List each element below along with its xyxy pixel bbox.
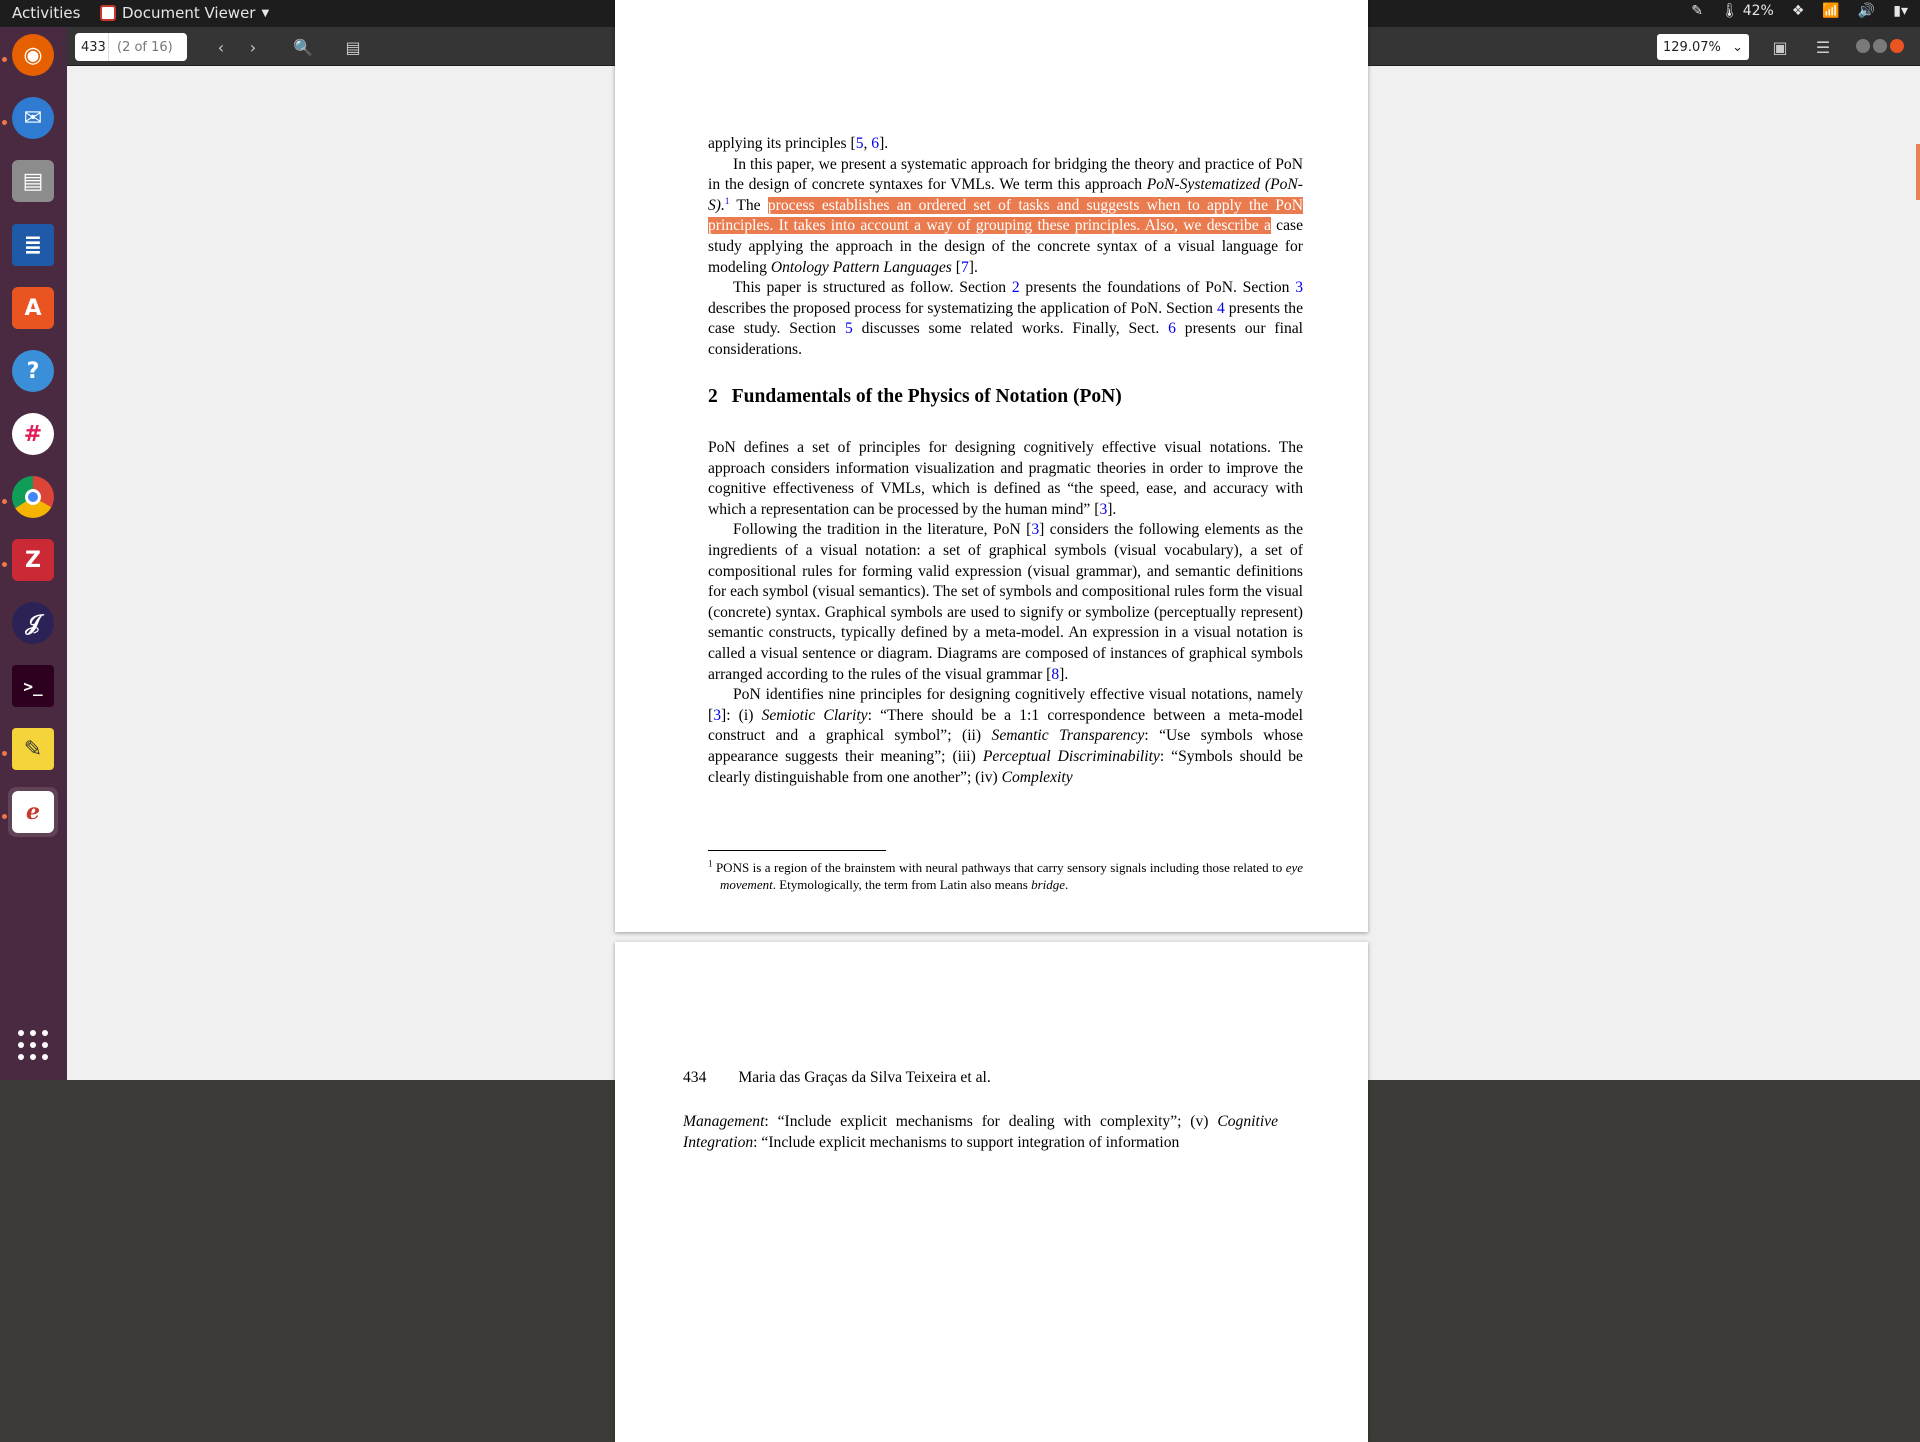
dropbox-icon[interactable]: ❖ (1791, 3, 1805, 19)
zoom-selector[interactable] (1657, 34, 1749, 60)
page-body (708, 438, 1303, 788)
document-viewer-icon: ℯ (12, 791, 54, 833)
app-menu-label: Document Viewer (122, 4, 256, 22)
zoom-level: 129.07% (1663, 39, 1721, 55)
thunderbird-icon: ✉ (12, 97, 54, 139)
activities-button[interactable]: Activities (12, 4, 81, 22)
search-icon: 🔍 (293, 37, 313, 57)
dock-software[interactable] (8, 283, 58, 333)
paragraph: Management: “Include explicit mechanisms for dealing with complexity”; (v) Cognitive Integration: “Include explicit mechanisms to support integration of information (683, 1113, 1278, 1151)
notes-icon[interactable]: ✎ (1691, 3, 1703, 19)
running-indicator (2, 57, 7, 62)
dock-text-editor[interactable] (8, 724, 58, 774)
section-link[interactable]: 5 (844, 320, 853, 338)
page-body (683, 1112, 1278, 1153)
paragraph: In this paper, we present a systematic approach for bridging the theory and practice of PoN in the design of concrete syntaxes for VMLs. We term this approach PoN-Systematized (PoN-S).$^1$ The process establishes an ordered set of tasks and suggests when to apply the PoN principles. It takes into account a way of grouping these principles. Also, we describe a case study applying the approach in the design of the concrete syntax of a visual language for modeling Ontology Pattern Languages [7]. (708, 155, 1303, 276)
paragraph: PoN defines a set of principles for designing cognitively effective visual notations. The approach considers information visualization and pragmatic theories in order to improve the cognitive effectiveness of VMLs, which is defined as “the speed, ease, and accuracy with which a representation can be processed by the human mind” [3]. (708, 439, 1303, 518)
help-icon: ? (12, 350, 54, 392)
pdf-page (615, 0, 1368, 932)
system-tray[interactable] (1691, 3, 1908, 19)
running-indicator (2, 814, 7, 819)
chevron-right-icon: › (249, 37, 257, 57)
paragraph: PoN identifies nine principles for designing cognitively effective visual notations, namely [3]: (i) Semiotic Clarity: “There should be a 1:1 correspondence between a meta-model construct and a graphical symbol”; (ii) Semantic Transparency: “Use symbols whose appearance suggests their meaning”; (iii) Perceptual Discriminability: “Symbols should be clearly distinguishable from one another”; (iv) Complexity (708, 686, 1303, 786)
section-link[interactable]: 4 (1216, 299, 1225, 317)
volume-icon[interactable]: 🔊 (1857, 3, 1876, 19)
chevron-down-icon: ⌄ (1732, 39, 1743, 55)
search-button[interactable] (289, 33, 317, 61)
dock (0, 27, 67, 1080)
hamburger-menu-icon: ☰ (1815, 37, 1831, 57)
battery-icon[interactable]: ▮▾ (1893, 3, 1908, 19)
close-button[interactable] (1890, 39, 1904, 53)
paragraph: Following the tradition in the literature, PoN [3] considers the following elements as the ingredients of a visual notation: a set of graphical symbols (visual vocabulary), a set of compositional rules for forming valid expression (visual grammar), and semantic definitions for each symbol (visual semantics). The set of symbols and compositional rules form the visual (concrete) syntax. Graphical symbols are used to signify or symbolize (perceptually represent) semantic constructs, typically defined by a meta-model. An expression in a visual notation is called a visual sentence or diagram. Diagrams are composed of instances of graphical symbols arranged according to the rules of the visual grammar [8]. (708, 521, 1303, 683)
temperature-indicator[interactable] (1721, 3, 1774, 19)
section-link[interactable]: 3 (1295, 279, 1303, 297)
page-selector[interactable] (75, 33, 187, 61)
paragraph: This paper is structured as follow. Section 2 presents the foundations of PoN. Section 3 describes the proposed process for systematizing the application of PoN. Section 4 presents the case study. Section 5 discusses some related works. Finally, Sect. 6 presents our final considerations. (708, 279, 1304, 358)
chevron-down-icon: ▼ (261, 7, 270, 19)
footnote-rule (708, 850, 886, 851)
citation-link[interactable]: 3 (713, 706, 721, 724)
dock-thunderbird[interactable] (8, 93, 58, 143)
view-options-button[interactable] (1766, 33, 1794, 61)
show-applications-icon[interactable] (18, 1030, 48, 1060)
annotations-button[interactable] (339, 33, 367, 61)
eclipse-icon: 𝒥 (12, 602, 54, 644)
chrome-icon (12, 476, 54, 518)
running-head (683, 1069, 991, 1087)
maximize-button[interactable] (1873, 39, 1887, 53)
footnote: $^1$ PONS is a region of the brainstem with neural pathways that carry sensory signals including those related to eye movement. Etymologically, the term from Latin also means bridge. (708, 858, 1303, 892)
dock-writer[interactable] (8, 220, 58, 270)
section-link[interactable]: 2 (1011, 279, 1020, 297)
running-head-author: Maria das Graças da Silva Teixeira et al. (738, 1069, 991, 1086)
dock-slack[interactable] (8, 409, 58, 459)
text-editor-icon: ✎ (12, 728, 54, 770)
wifi-icon[interactable]: 📶 (1822, 3, 1840, 19)
annotations-icon: ▤ (345, 37, 361, 57)
next-page-button[interactable] (239, 33, 267, 61)
zotero-icon: Z (12, 539, 54, 581)
writer-icon: ≣ (12, 224, 54, 266)
citation-link[interactable]: 5 (855, 135, 864, 152)
text-selection[interactable]: process establishes an ordered set of tasks and suggests when to apply the PoN principles. It takes into account a way of grouping these principles. Also, we describe a (708, 196, 1303, 235)
page-number: 434 (683, 1069, 707, 1086)
minimize-button[interactable] (1856, 39, 1870, 53)
scrollbar[interactable] (1916, 144, 1920, 200)
main-menu-button[interactable] (1809, 33, 1837, 61)
software-store-icon: A (12, 287, 54, 329)
running-indicator (2, 120, 7, 125)
document-view[interactable] (67, 66, 1920, 1151)
citation-link[interactable]: 3 (1031, 521, 1040, 539)
dock-terminal[interactable] (8, 661, 58, 711)
citation-link[interactable]: 6 (871, 135, 880, 152)
dock-document-viewer[interactable] (8, 787, 58, 837)
files-icon: ▤ (12, 160, 54, 202)
dock-help[interactable] (8, 346, 58, 396)
citation-link[interactable]: 3 (1099, 500, 1108, 518)
firefox-icon: ◉ (12, 34, 54, 76)
dock-eclipse[interactable] (8, 598, 58, 648)
battery-percent: 42% (1742, 3, 1774, 19)
document-viewer-app-icon (100, 5, 116, 21)
section-link[interactable]: 6 (1168, 320, 1176, 338)
page-count-label: (2 of 16) (117, 39, 173, 55)
running-indicator (2, 562, 7, 567)
slack-icon: # (12, 413, 54, 455)
citation-link[interactable]: 8 (1051, 665, 1060, 683)
document-icon: ▣ (1772, 37, 1788, 57)
page-body (708, 134, 1303, 361)
pdf-page (615, 942, 1368, 1442)
citation-link[interactable]: 7 (960, 258, 969, 276)
terminal-icon: >_ (12, 665, 54, 707)
dock-firefox[interactable] (8, 30, 58, 80)
dock-chrome[interactable] (8, 472, 58, 522)
running-indicator (2, 499, 7, 504)
footnote-link[interactable]: 1 (724, 195, 730, 206)
section-heading: 2 Fundamentals of the Physics of Notation (PoN) (708, 386, 1122, 407)
dock-zotero[interactable] (8, 535, 58, 585)
previous-page-button[interactable] (207, 33, 235, 61)
paragraph: applying its principles [5, 6]. (708, 135, 889, 152)
app-menu[interactable] (100, 4, 269, 22)
thermometer-icon: 🌡 (1720, 3, 1739, 19)
dock-files[interactable] (8, 156, 58, 206)
chevron-left-icon: ‹ (217, 37, 225, 57)
running-indicator (2, 751, 7, 756)
page-number-input[interactable]: 433 (75, 33, 109, 61)
